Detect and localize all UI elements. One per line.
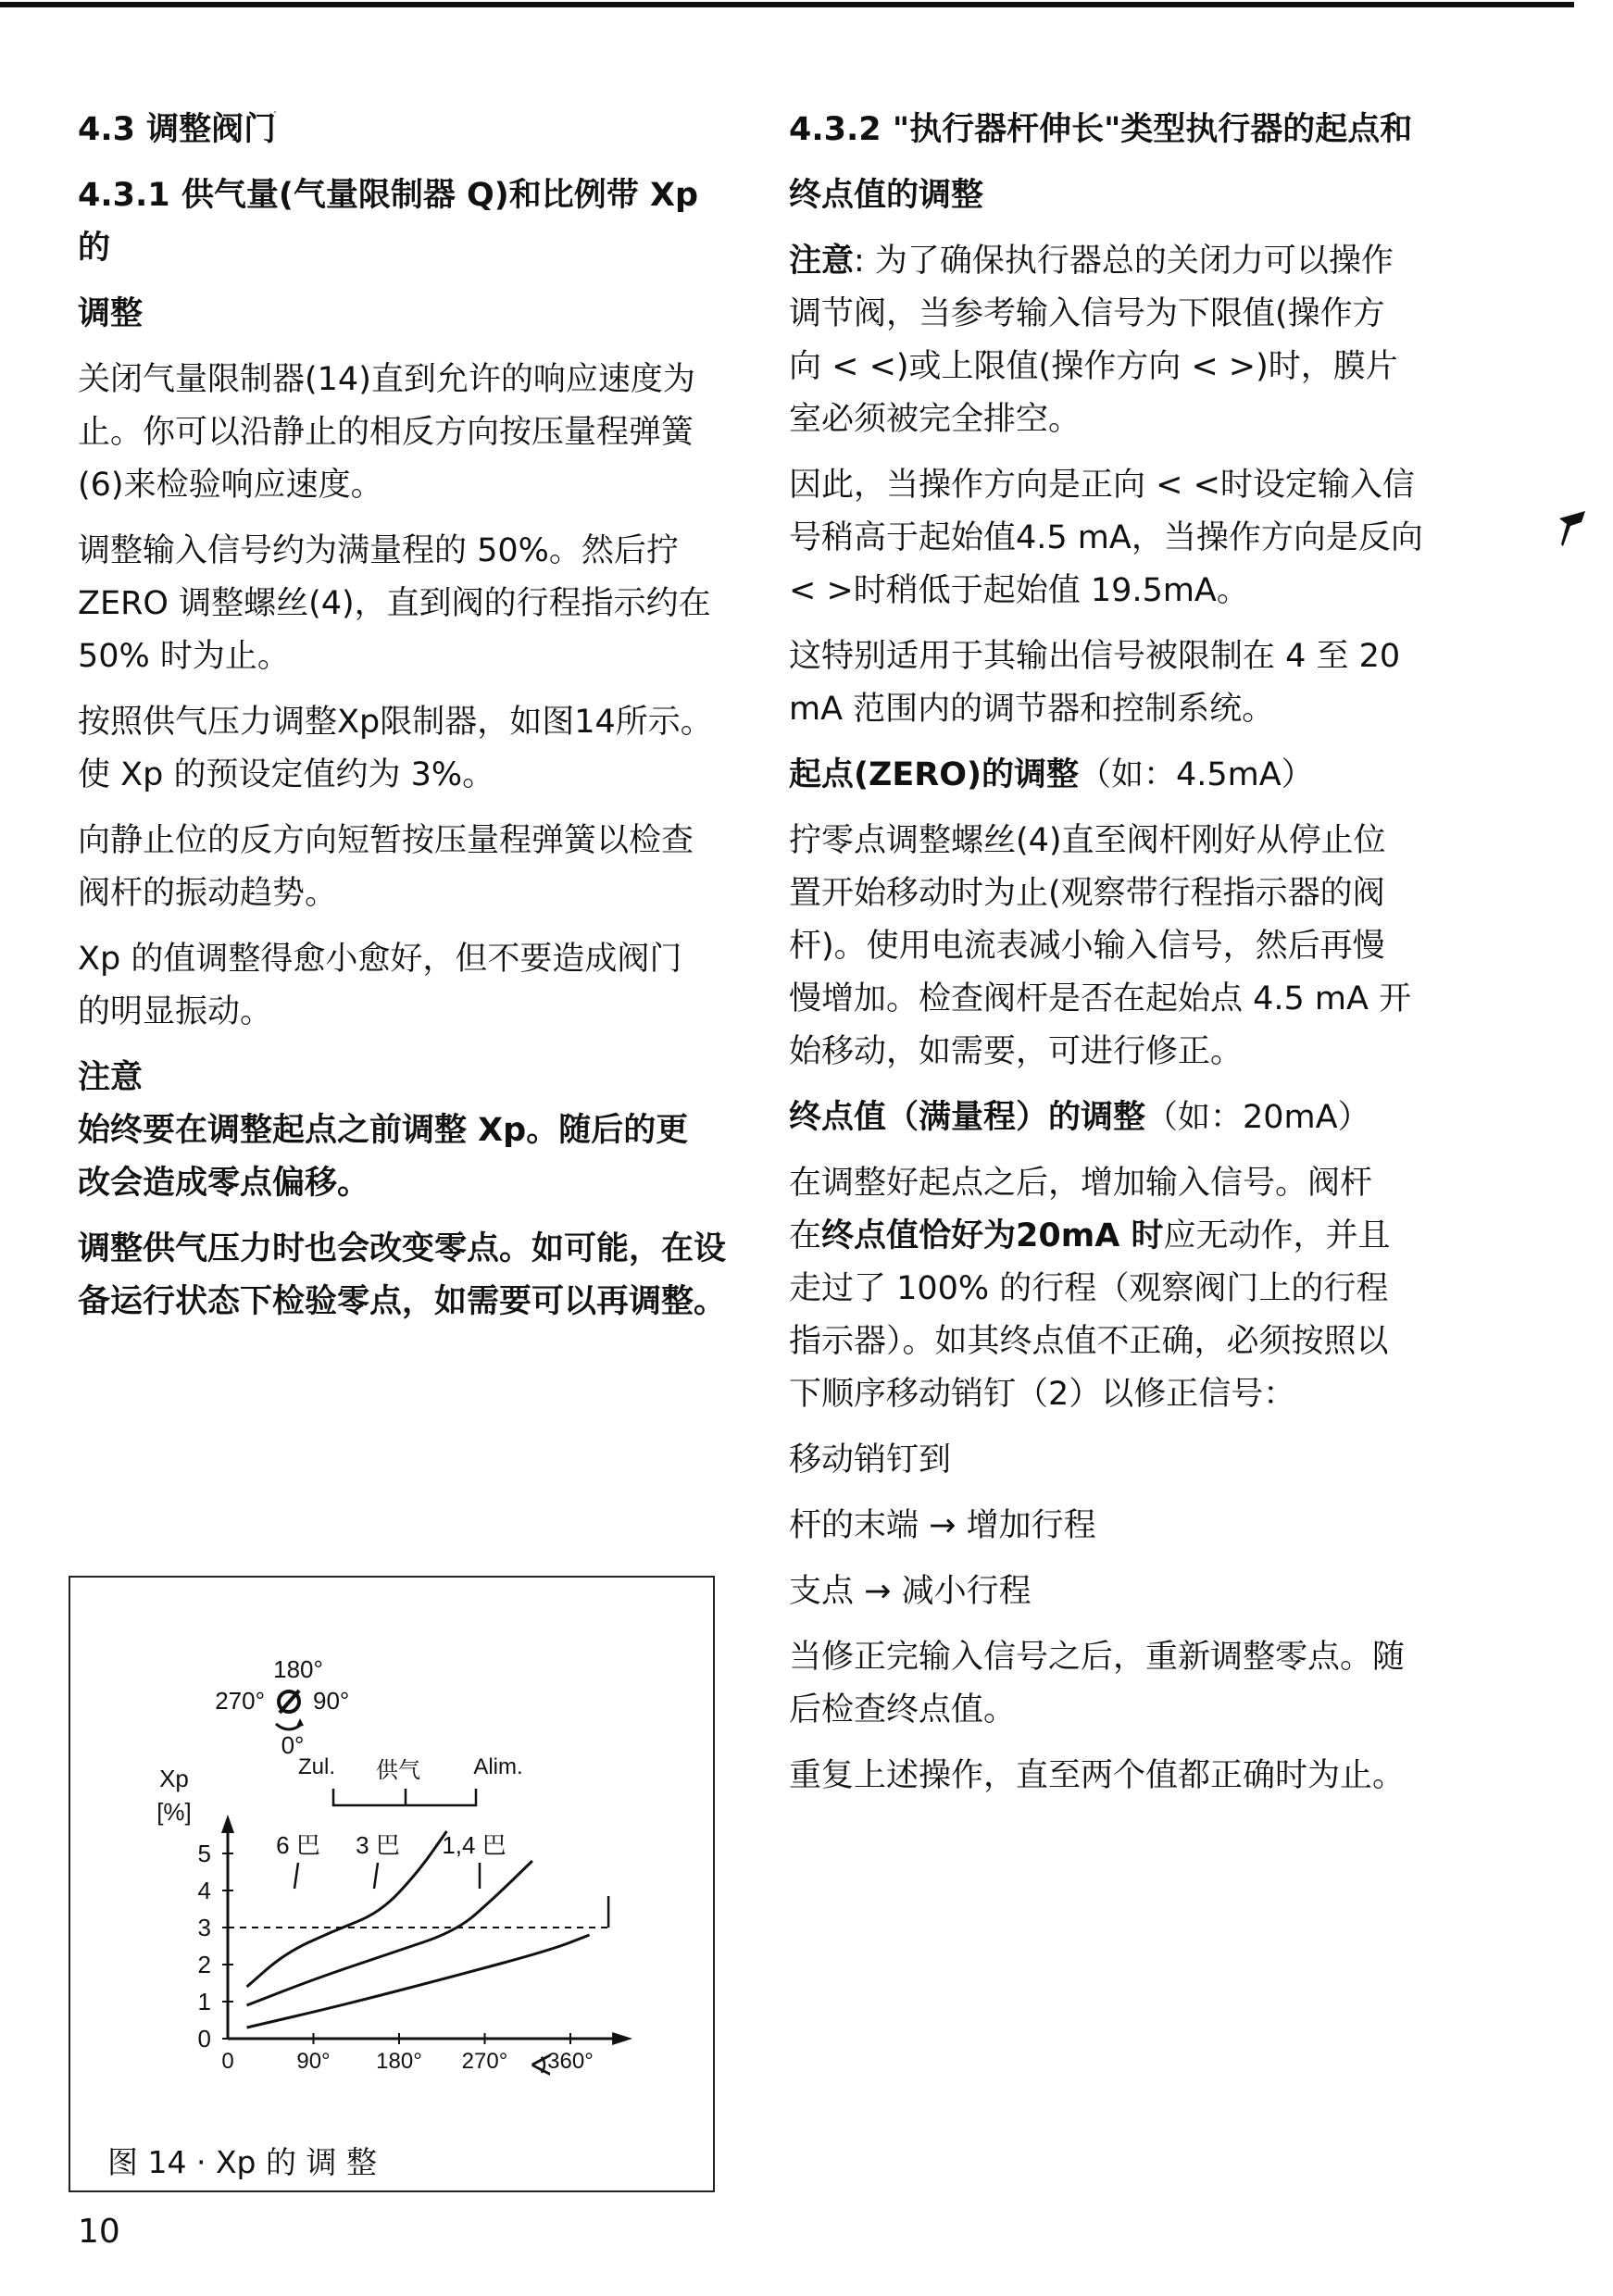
y-tick-label: 4	[197, 1877, 211, 1904]
lever-end-line: 杆的末端 → 增加行程	[789, 1507, 1096, 1544]
zero-heading: 起点(ZERO)的调整（如：4.5mA）	[789, 756, 1314, 793]
margin-arrow-mark	[1557, 509, 1589, 550]
series-label: 6 巴	[276, 1831, 320, 1859]
paragraph-4: 向静止位的反方向短暂按压量程弹簧以检查 阀杆的振动趋势。	[78, 822, 694, 912]
paragraph-3: 按照供气压力调整Xp限制器，如图14所示。 使 Xp 的预设定值约为 3%。	[78, 704, 713, 793]
dial-label-270: 270°	[215, 1687, 265, 1715]
supply-label-de: Zul.	[297, 1754, 336, 1779]
x-tick-label: 360°	[547, 2049, 594, 2074]
xp-curve	[247, 1861, 532, 2005]
x-axis-arrow	[612, 2032, 632, 2045]
figure-14	[69, 1576, 715, 2192]
section-heading-4-3-2-cont: 终点值的调整	[789, 177, 984, 214]
supply-bracket	[333, 1789, 476, 1805]
angle-symbol: ∢	[528, 2049, 554, 2082]
note-label: 注意	[789, 243, 855, 280]
x-tick-label: 90°	[296, 2049, 331, 2074]
paragraph-after-correction: 当修正完输入信号之后，重新调整零点。随 后检查终点值。	[789, 1639, 1406, 1728]
y-tick-label: 3	[197, 1914, 211, 1941]
section-heading-4-3-1-cont: 调整	[78, 295, 144, 332]
paragraph-zero: 拧零点调整螺丝(4)直至阀杆刚好从停止位 置开始移动时为止(观察带行程指示器的阀 杆)。使用电流表减小输入信号，然后再慢 慢增加。检查阀杆是否在起始点 4.5 mA 开 始移动，如需要，可进行修正。	[789, 822, 1412, 1070]
section-heading-4-3: 4.3 调整阀门	[78, 111, 277, 148]
note-paragraph: 注意: 为了确保执行器总的关闭力可以操作 调节阀，当参考输入信号为下限值(操作方 向 < <)或上限值(操作方向 < >)时，膜片 室必须被完全排空。	[789, 243, 1398, 438]
y-axis-arrow	[221, 1815, 234, 1833]
x-tick-label: 270°	[461, 2049, 508, 2074]
series-pointer	[374, 1863, 378, 1889]
y-tick-label: 5	[197, 1840, 211, 1867]
paragraph-2: 调整输入信号约为满量程的 50%。然后拧 ZERO 调整螺丝(4)，直到阀的行程指示约在 50% 时为止。	[78, 532, 711, 675]
series-label: 1,4 巴	[442, 1831, 506, 1859]
y-tick-label: 0	[197, 2025, 211, 2053]
paragraph-1: 关闭气量限制器(14)直到允许的响应速度为 止。你可以沿静止的相反方向按压量程弹簧 (6)来检验响应速度。	[78, 361, 695, 504]
move-pin-line: 移动销钉到	[789, 1441, 952, 1479]
top-rule	[0, 2, 1574, 7]
x-tick-label: 180°	[376, 2049, 422, 2074]
series-pointer	[294, 1863, 298, 1889]
y-axis-label-unit: [%]	[156, 1798, 192, 1826]
page-number: 10	[78, 2213, 120, 2251]
left-column	[78, 104, 726, 1329]
section-heading-4-3-2: 4.3.2 "执行器杆伸长"类型执行器的起点和	[789, 111, 1413, 148]
paragraph-applicability: 这特别适用于其输出信号被限制在 4 至 20 mA 范围内的调节器和控制系统。	[789, 638, 1401, 728]
figure-caption: 图 14 · Xp 的 调 整	[107, 2144, 377, 2180]
chart-series	[228, 1831, 608, 2028]
dial-label-0: 0°	[281, 1731, 305, 1759]
pivot-line: 支点 → 减小行程	[789, 1573, 1032, 1610]
supply-label-fr: Alim.	[473, 1754, 523, 1779]
y-axis-label-xp: Xp	[159, 1765, 189, 1792]
series-label: 3 巴	[356, 1831, 400, 1859]
dial-label-180: 180°	[273, 1655, 323, 1683]
y-tick-label: 2	[197, 1951, 211, 1978]
paragraph-direction: 因此，当操作方向是正向 < <时设定输入信 号稍高于起始值4.5 mA，当操作方向是反向 < >时稍低于起始值 19.5mA。	[789, 467, 1423, 609]
dial-label-90: 90°	[313, 1687, 350, 1715]
xp-chart	[70, 1578, 713, 2190]
x-tick-label: 0	[221, 2049, 234, 2074]
paragraph-span: 在调整好起点之后，增加输入信号。阀杆 在终点值恰好为20mA 时应无动作，并且 走过了 100% 的行程（观察阀门上的行程 指示器）。如其终点值不正确，必须按照以 下顺序移动销钉（2）以修正信号：	[789, 1165, 1391, 1413]
note-paragraph-1: 始终要在调整起点之前调整 Xp。随后的更 改会造成零点偏移。	[78, 1112, 689, 1202]
note-paragraph-2: 调整供气压力时也会改变零点。如可能，在设 备运行状态下检验零点，如需要可以再调整。	[78, 1230, 727, 1320]
paragraph-repeat: 重复上述操作，直至两个值都正确时为止。	[789, 1757, 1406, 1794]
span-heading: 终点值（满量程）的调整（如：20mA）	[789, 1099, 1370, 1136]
paragraph-5: Xp 的值调整得愈小愈好，但不要造成阀门 的明显振动。	[78, 941, 682, 1030]
supply-label-zh: 供气	[376, 1758, 420, 1783]
y-tick-label: 1	[197, 1988, 211, 2015]
right-column	[789, 104, 1437, 1803]
note-title: 注意	[78, 1059, 144, 1096]
rotation-dial-icon	[276, 1691, 304, 1729]
section-heading-4-3-1: 4.3.1 供气量(气量限制器 Q)和比例带 Xp 的	[78, 177, 698, 267]
